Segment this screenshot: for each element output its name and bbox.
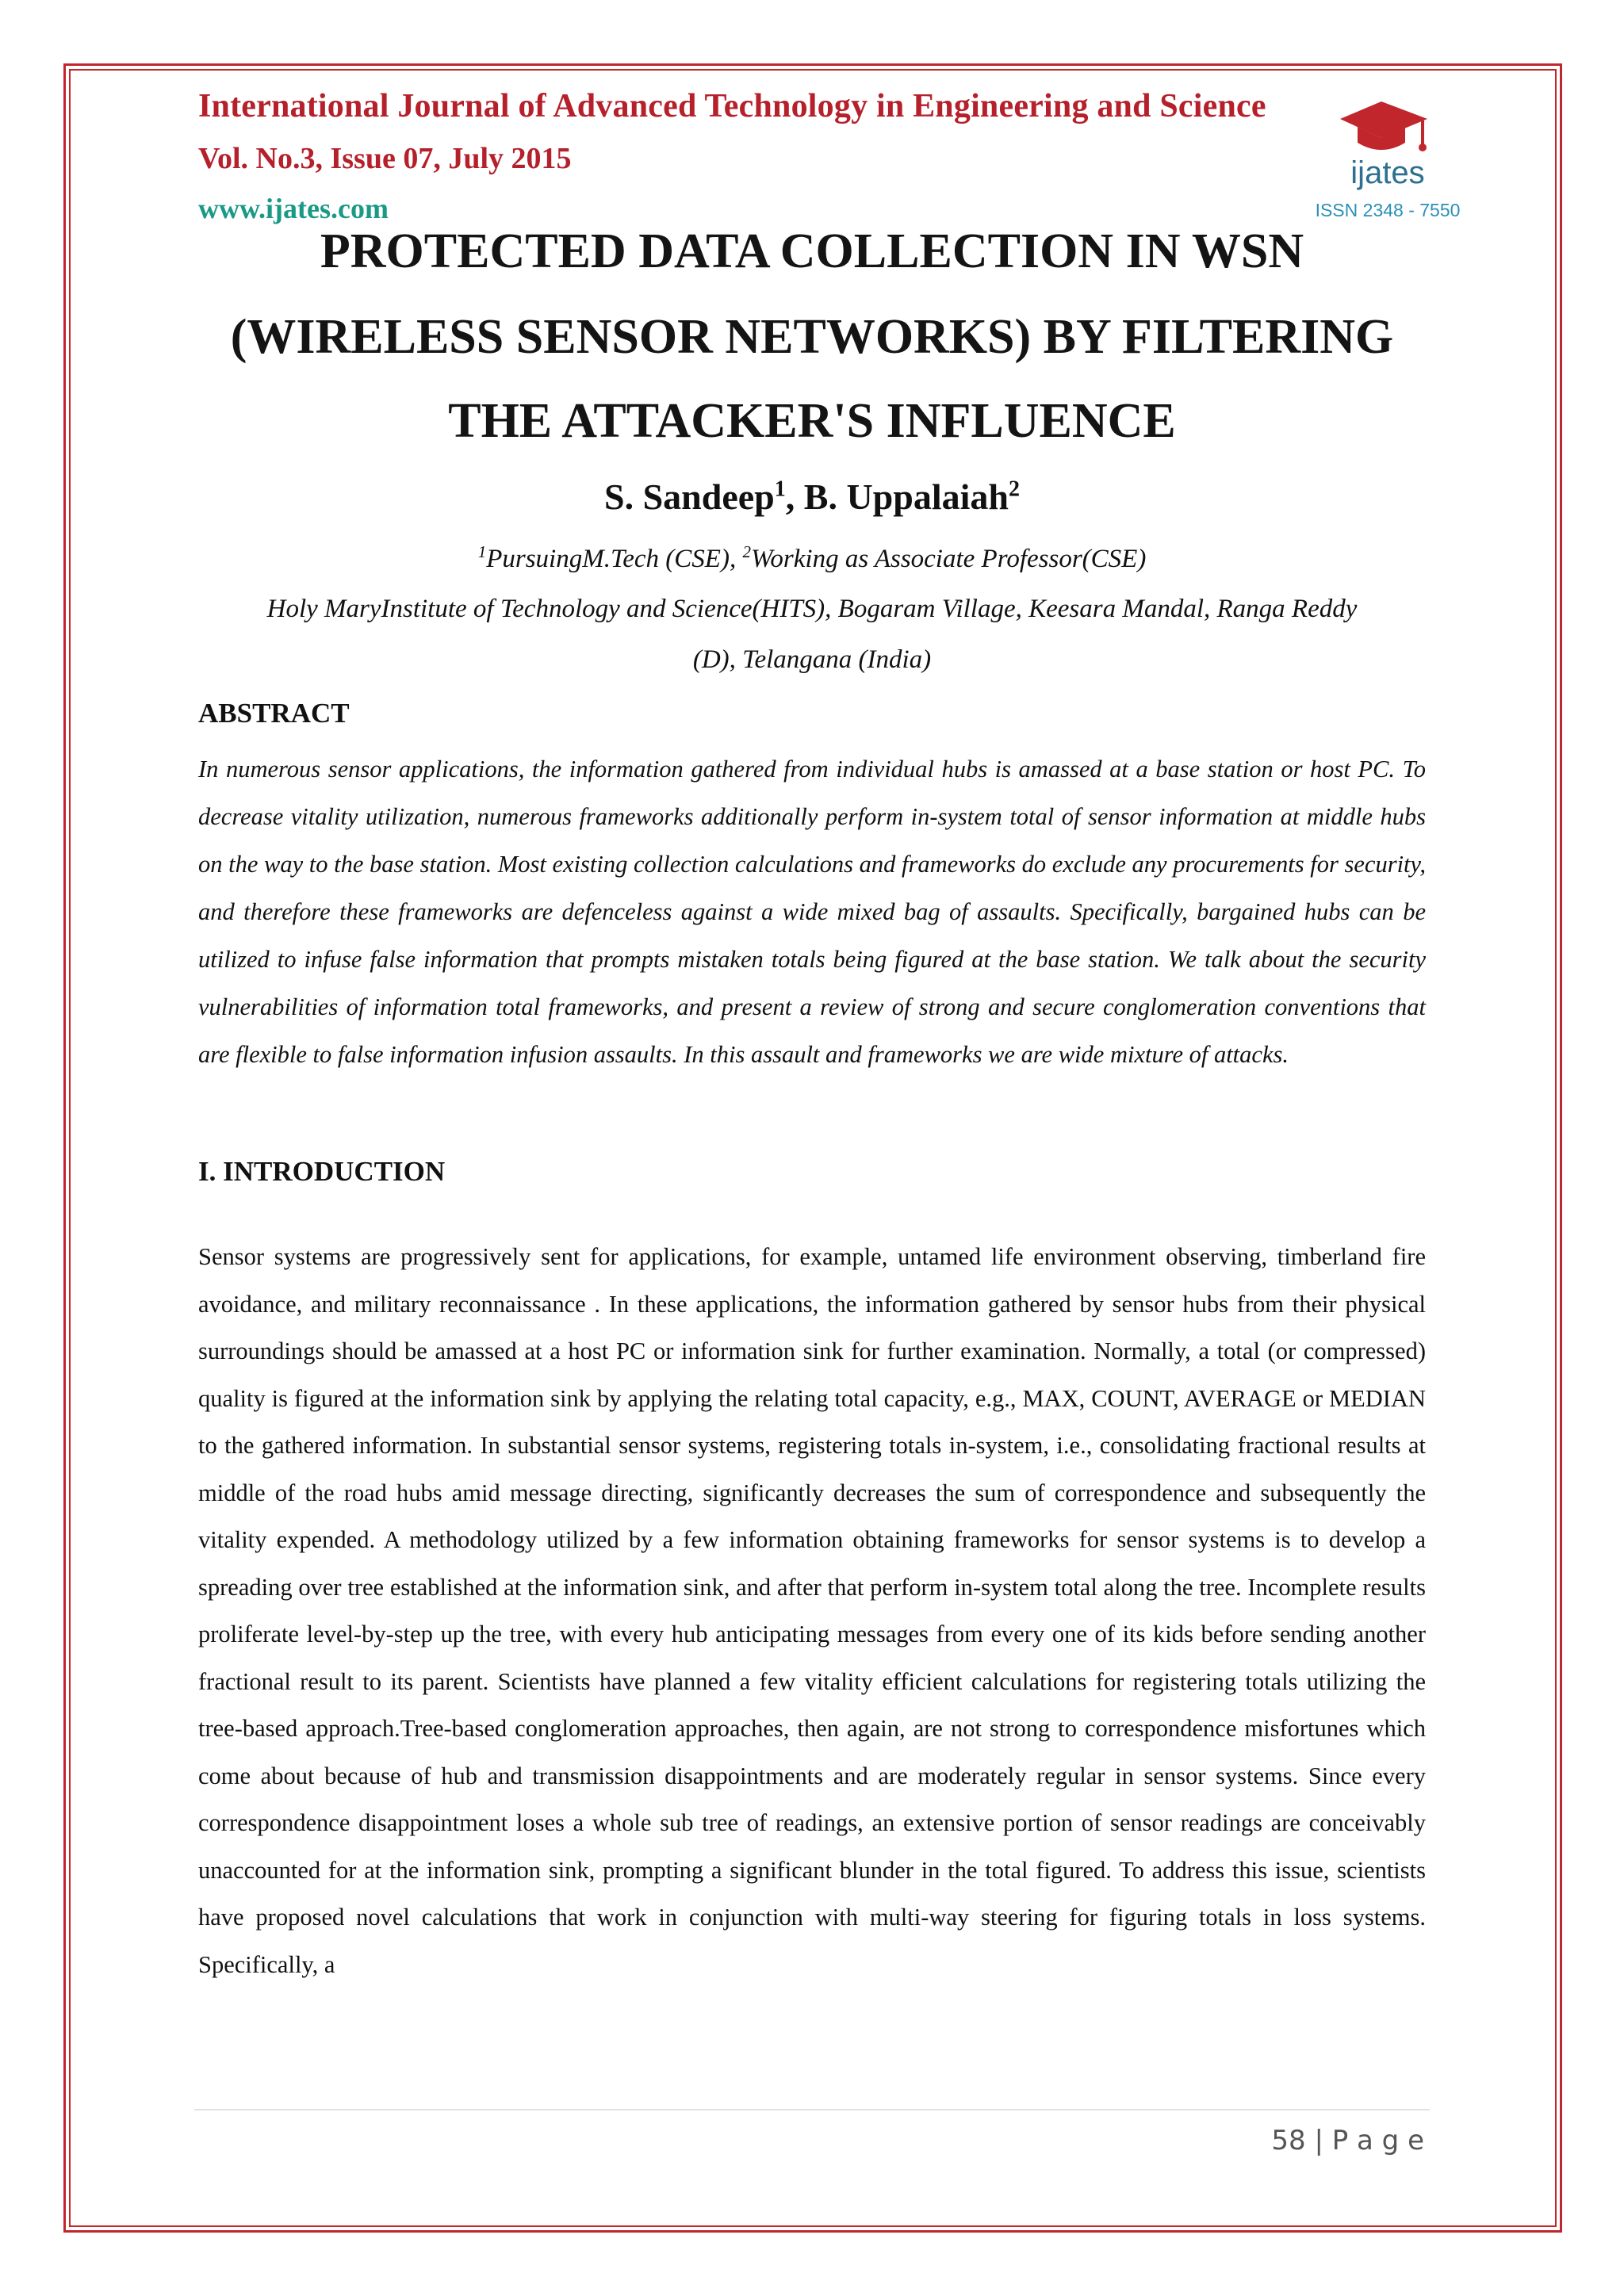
- issn: ISSN 2348 - 7550: [1315, 200, 1461, 220]
- paper-title-line-1: PROTECTED DATA COLLECTION IN WSN: [320, 224, 1304, 278]
- affiliation-sup-2: 2: [742, 542, 751, 561]
- footer-divider: [194, 2109, 1430, 2110]
- introduction-text: Sensor systems are progressively sent for applications, for example, untamed life environment observing, timberland fire avoidance, and military reconnaissance . In these applications, the information gathered by sensor hubs from their physical surroundings should be amassed at a host PC or information sink for further examination. Normally, a total (or compressed) quality is figured at the information sink by applying the relating total capacity, e.g., MAX, COUNT, AVERAGE or MEDIAN to the gathered information. In substantial sensor systems, registering totals in-system, i.e., consolidating fractional results at middle of the road hubs amid message directing, significantly decreases the sum of correspondence and subsequently the vitality expended. A methodology utilized by a few information obtaining frameworks for sensor systems is to develop a spreading over tree established at the information sink, and after that perform in-system total along the tree. Incomplete results proliferate level-by-step up the tree, with every hub anticipating messages from every one of its kids before sending another fractional result to its parent. Scientists have planned a few vitality efficient calculations for registering totals utilizing the tree-based approach.Tree-based conglomeration approaches, then again, are not strong to correspondence misfortunes which come about because of hub and transmission disappointments and are moderately regular in sensor systems. Since every correspondence disappointment loses a whole sub tree of readings, an extensive portion of sensor readings are conceivably unaccounted for at the information sink, prompting a significant blunder in the total figured. To address this issue, scientists have proposed novel calculations that work in conjunction with multi-way steering for figuring totals in loss systems. Specifically, a: [198, 1243, 1426, 1978]
- journal-title: International Journal of Advanced Technology in Engineering and Science: [198, 88, 1266, 124]
- author-1-superscript: 1: [774, 476, 786, 502]
- paper-title-line-3: THE ATTACKER'S INFLUENCE: [448, 394, 1176, 448]
- author-1: S. Sandeep: [604, 476, 775, 517]
- page-number: 58 | P a g e: [1271, 2125, 1424, 2156]
- abstract-text: In numerous sensor applications, the information gathered from individual hubs is amassed at a base station or host PC. To decrease vitality utilization, numerous frameworks additionally perform in-system total of sensor information at middle hubs on the way to the base station. Most existing collection calculations and frameworks do exclude any procurements for security, and therefore these frameworks are defenceless against a wide mixed bag of assaults. Specifically, bargained hubs can be utilized to infuse false information that prompts mistaken totals being figured at the base station. We talk about the security vulnerabilities of information total frameworks, and present a review of strong and secure conglomeration conventions that are flexible to false information infusion assaults. In this assault and frameworks we are wide mixture of attacks.: [198, 756, 1426, 1068]
- affiliation-roles: [198, 542, 1426, 574]
- abstract-heading: ABSTRACT: [198, 698, 350, 729]
- authors: [198, 476, 1426, 518]
- logo-name: ijates: [1350, 155, 1425, 190]
- affiliation-sup-1: 1: [477, 542, 487, 561]
- affiliation-role-1: PursuingM.Tech (CSE),: [486, 545, 743, 573]
- journal-volume: Vol. No.3, Issue 07, July 2015: [198, 142, 572, 175]
- affiliation-role-2: Working as Associate Professor(CSE): [750, 545, 1147, 573]
- author-2: B. Uppalaiah: [803, 476, 1009, 517]
- author-separator: ,: [785, 476, 804, 517]
- introduction-heading: I. INTRODUCTION: [198, 1156, 446, 1187]
- journal-website: www.ijates.com: [198, 193, 389, 224]
- author-2-superscript: 2: [1008, 476, 1020, 502]
- affiliation-location: (D), Telangana (India): [692, 645, 932, 674]
- affiliation-institute: Holy MaryInstitute of Technology and Science(HITS), Bogaram Village, Keesara Mandal, Ranga Reddy: [266, 595, 1358, 623]
- paper-title-line-2: (WIRELESS SENSOR NETWORKS) BY FILTERING: [230, 310, 1394, 364]
